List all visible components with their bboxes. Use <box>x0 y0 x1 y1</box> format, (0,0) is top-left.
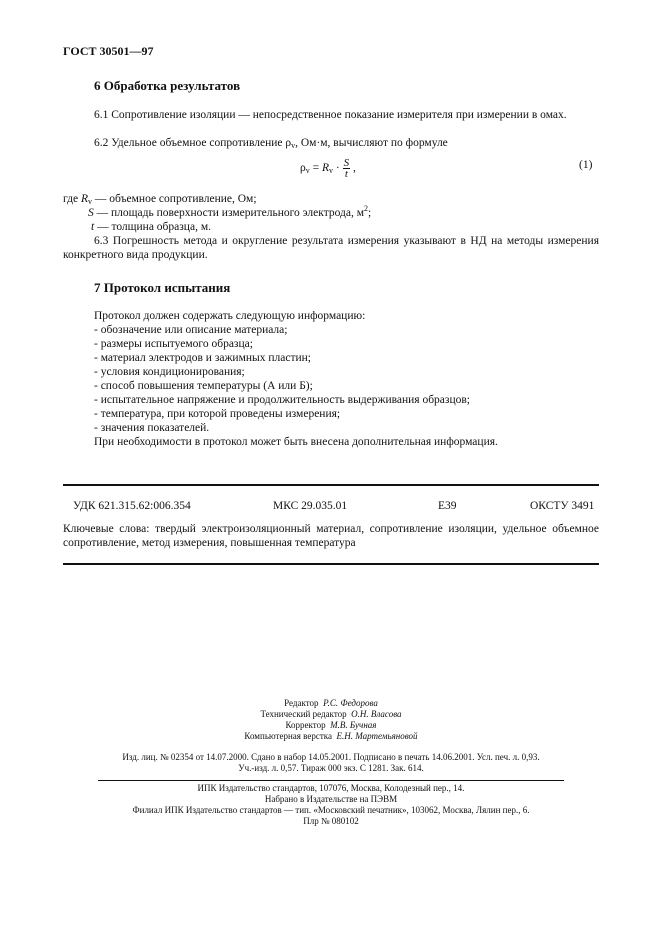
imprint-staff <box>63 698 599 742</box>
udk-code: УДК 621.315.62:006.354 <box>73 500 191 512</box>
tech-editor-label: Технический редактор <box>260 709 347 719</box>
layout-line <box>63 731 599 742</box>
layout-name: Е.Н. Мартемьяновой <box>336 731 418 741</box>
print-run-line: Уч.-изд. л. 0,57. Тираж 000 экз. С 1281. Зак. 614. <box>238 763 424 773</box>
where-r-text: — объемное сопротивление, Ом; <box>92 193 257 205</box>
corrector-name: М.В. Бучная <box>330 720 377 730</box>
layout-label: Компьютерная верстка <box>244 731 333 741</box>
formula-number: (1) <box>579 159 593 171</box>
imprint-divider <box>98 780 564 781</box>
list-item: - значения показателей. <box>94 422 210 434</box>
where-t <box>91 220 211 234</box>
tech-editor-name: О.Н. Власова <box>351 709 402 719</box>
paragraph-6-1: 6.1 Сопротивление изоляции — непосредственное показание измерителя при измерении в омах. <box>94 109 567 121</box>
formula-fraction <box>343 158 351 179</box>
corrector-line <box>63 720 599 731</box>
where-s-text: — площадь поверхности измерительного электрода, м <box>93 207 365 219</box>
okstu-code: ОКСТУ 3491 <box>530 500 595 512</box>
e-code: Е39 <box>438 500 457 512</box>
paragraph-6-2-tail: , Ом·м, вычисляют по формуле <box>295 137 448 149</box>
paragraph-6-2 <box>63 136 599 150</box>
protocol-outro: При необходимости в протокол может быть внесена дополнительная информация. <box>94 436 498 448</box>
formula-lhs: ρ <box>300 162 306 175</box>
where-t-text: — толщина образца, м. <box>94 221 211 233</box>
section-7-title: 7 Протокол испытания <box>94 280 231 295</box>
keywords: Ключевые слова: твердый электроизоляционный материал, сопротивление изоляции, удельное объемное сопротивление, метод измерения, повышенная температура <box>63 523 599 549</box>
formula-comma: , <box>350 162 356 175</box>
where-r-symbol: R <box>80 193 89 205</box>
formula-numerator: S <box>343 157 350 169</box>
where-s-end: ; <box>368 207 372 219</box>
document-code: ГОСТ 30501—97 <box>63 44 154 58</box>
list-item: - условия кондиционирования; <box>94 366 245 378</box>
list-item: - испытательное напряжение и продолжительность выдерживания образцов; <box>94 394 470 406</box>
formula <box>300 158 356 179</box>
where-s-sup: 2 <box>364 204 369 214</box>
imprint-license <box>63 752 599 774</box>
list-item: - температура, при которой проведены измерения; <box>94 408 341 420</box>
editor-line <box>63 698 599 709</box>
list-item: - материал электродов и зажимных пластин; <box>94 352 312 364</box>
formula-dot: · <box>333 162 343 175</box>
typeset-line: Набрано в Издательстве на ПЭВМ <box>264 794 398 804</box>
protocol-intro: Протокол должен содержать следующую информацию: <box>94 310 366 322</box>
where-r <box>63 192 257 206</box>
list-item: - размеры испытуемого образца; <box>94 338 253 350</box>
formula-r-sub: v <box>329 166 334 176</box>
imprint-publisher <box>63 783 599 827</box>
list-item: - способ повышения температуры (А или Б); <box>94 380 313 392</box>
paragraph-6-2-lead: 6.2 Удельное объемное сопротивление ρ <box>94 137 292 149</box>
mks-code: МКС 29.035.01 <box>273 500 348 512</box>
tech-editor-line <box>63 709 599 720</box>
corrector-label: Корректор <box>285 720 326 730</box>
list-item: - обозначение или описание материала; <box>94 324 288 336</box>
publisher-line: ИПК Издательство стандартов, 107076, Москва, Колодезный пер., 14. <box>197 783 465 793</box>
where-lead: где <box>63 193 81 205</box>
plr-line: Плр № 080102 <box>303 816 359 826</box>
divider-bottom <box>63 563 599 565</box>
branch-line: Филиал ИПК Издательство стандартов — тип. «Московский печатник», 103062, Москва, Лялин пер., 6. <box>132 805 530 815</box>
section-6-title: 6 Обработка результатов <box>94 78 241 93</box>
formula-denominator: t <box>344 168 348 180</box>
paragraph-6-3: 6.3 Погрешность метода и округление результата измерения указывают в НД на методы измерения конкретного вида продукции. <box>63 235 599 261</box>
divider-top <box>63 484 599 486</box>
where-s <box>88 206 371 220</box>
formula-eq: = <box>309 162 322 175</box>
editor-label: Редактор <box>284 698 319 708</box>
protocol-block <box>94 309 599 449</box>
formula-r: R <box>322 162 330 175</box>
where-r-sub: v <box>88 197 93 206</box>
rho-subscript: v <box>291 141 296 150</box>
where-t-symbol: t <box>91 221 95 233</box>
editor-name: Р.С. Федорова <box>323 698 378 708</box>
where-s-symbol: S <box>88 207 94 219</box>
formula-lhs-sub: v <box>305 166 310 176</box>
license-line: Изд. лиц. № 02354 от 14.07.2000. Сдано в набор 14.05.2001. Подписано в печать 14.06.2001. Усл. печ. л. 0,93. <box>122 752 540 762</box>
